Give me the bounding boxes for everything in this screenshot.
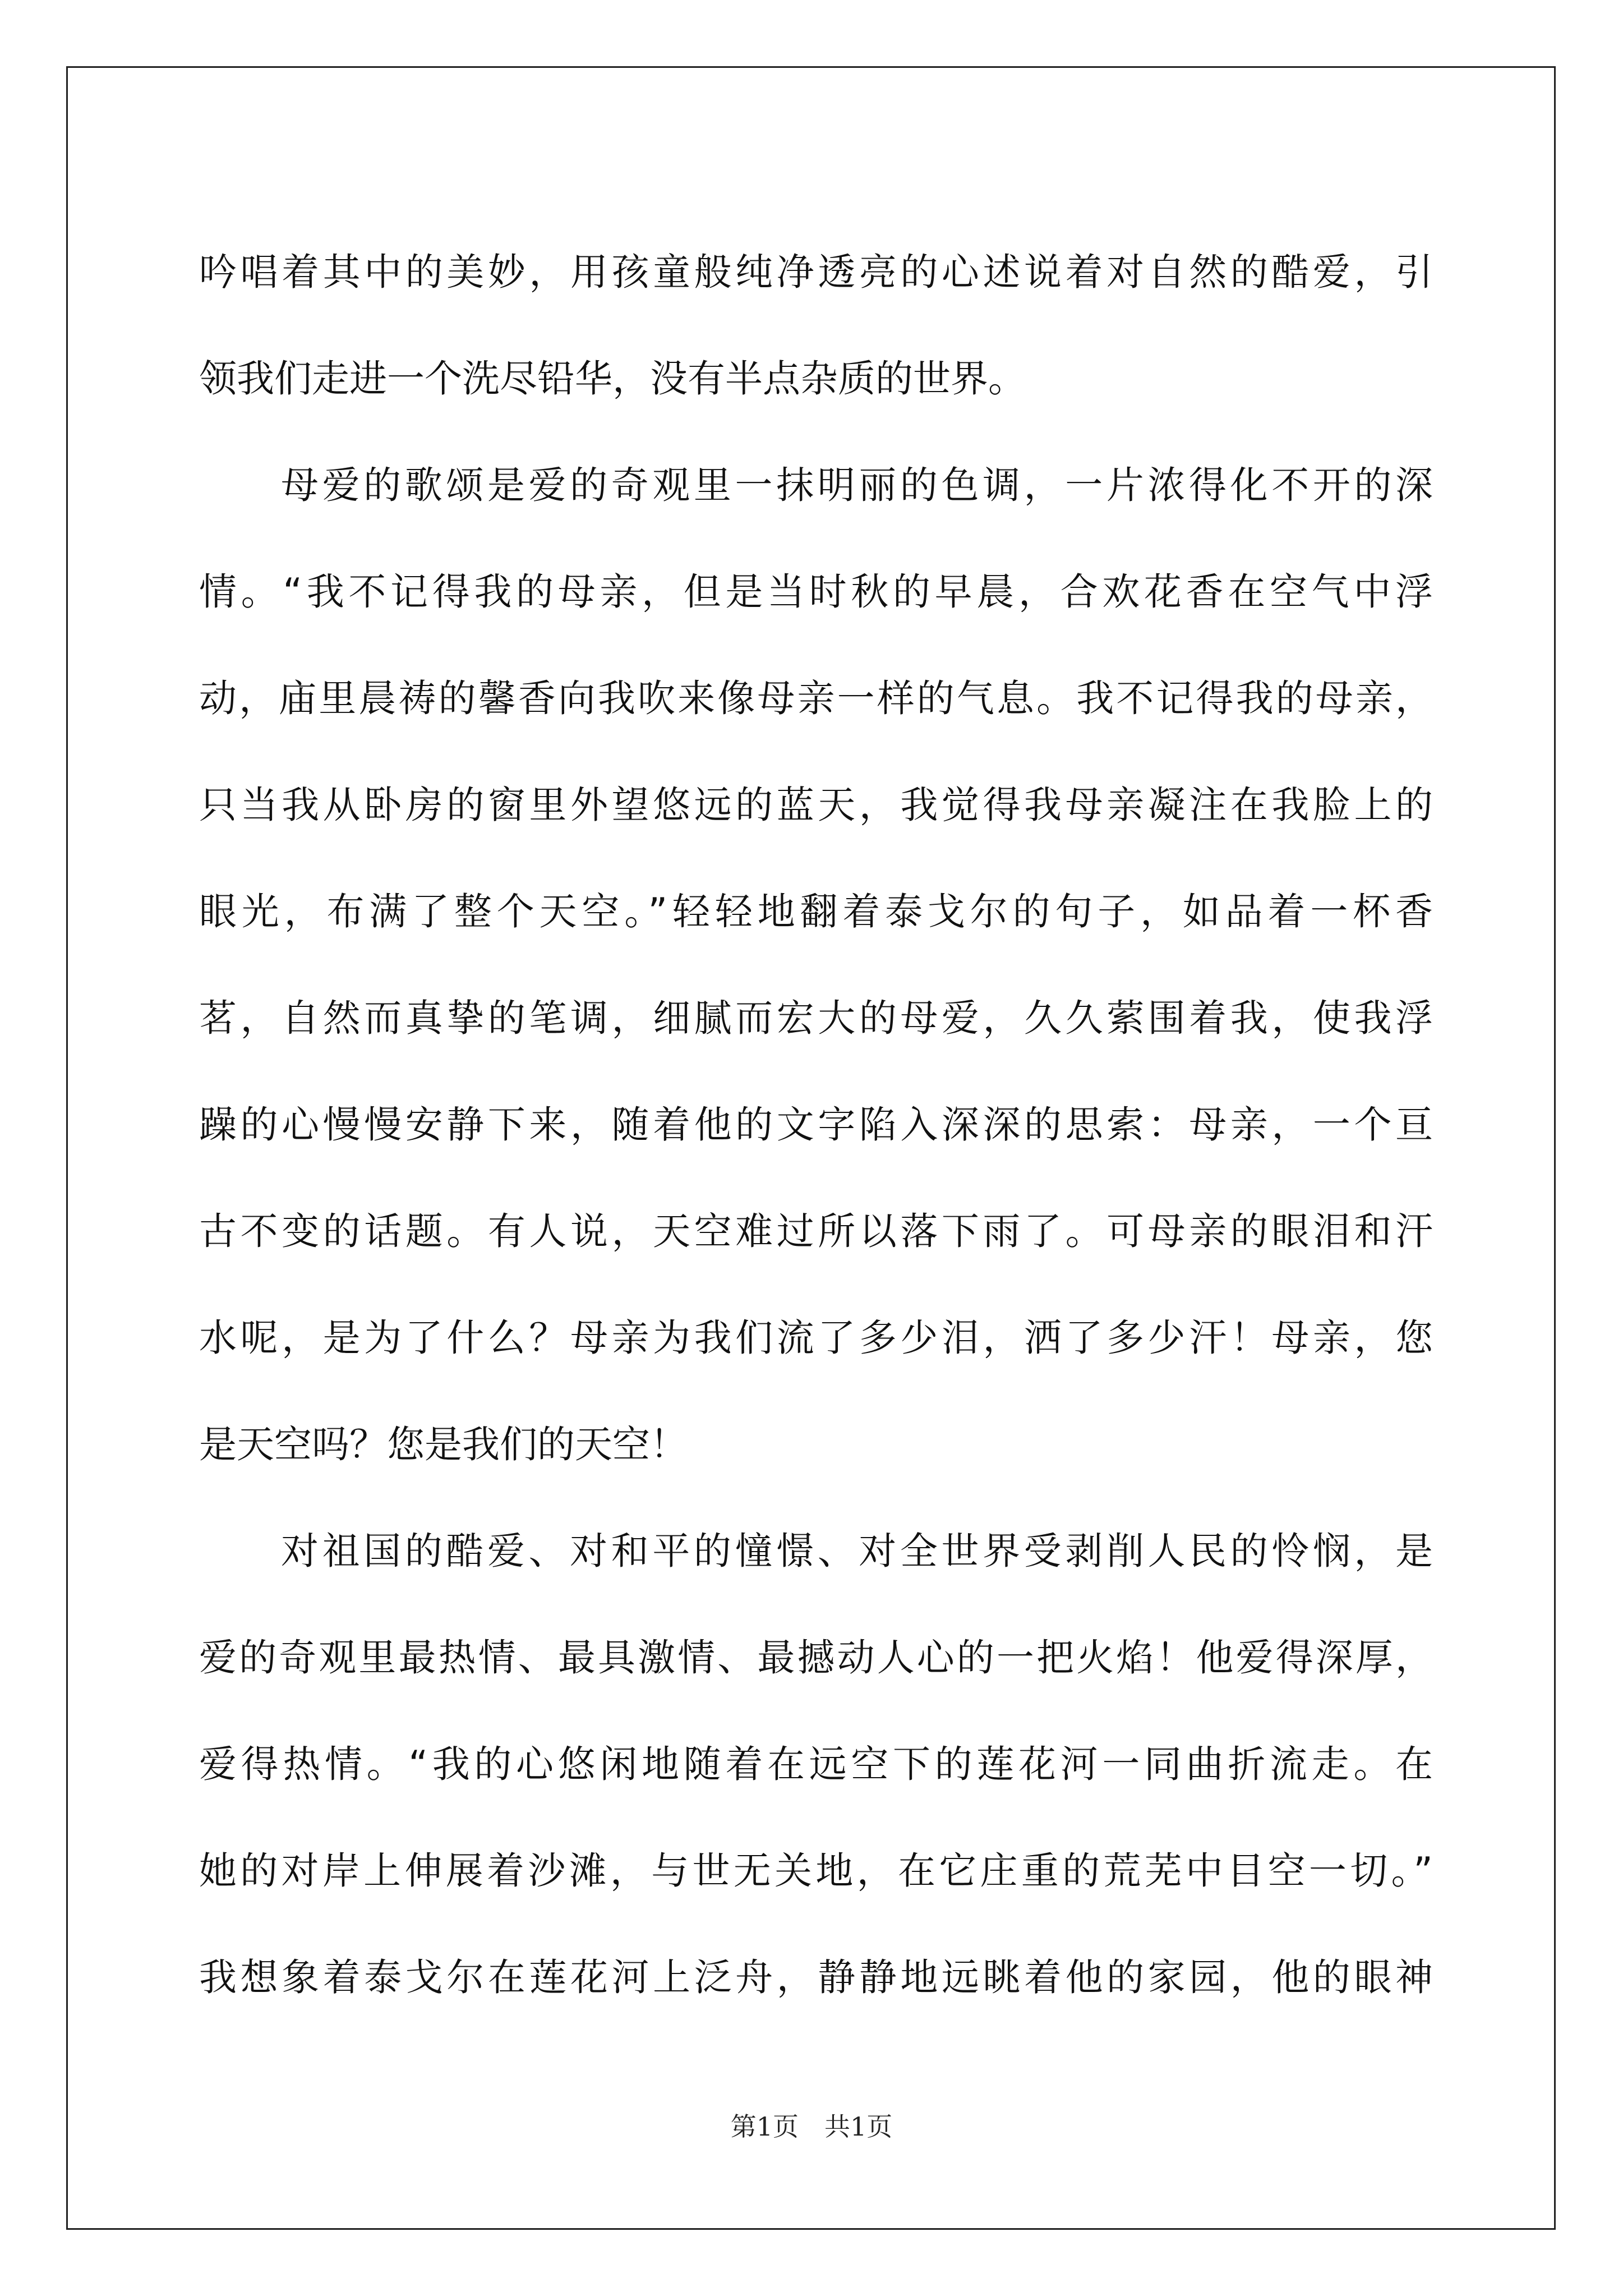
page-number-footer: 第1页 共1页 [730,2111,893,2142]
text-line-paragraph-start: 母爱的歌颂是爱的奇观里一抹明丽的色调，一片浓得化不开的深 [281,463,1433,507]
text-line: 水呢，是为了什么？母亲为我们流了多少泪，洒了多少汗！母亲，您 [199,1316,1433,1360]
document-body [199,219,1433,2031]
text-line: 情。“我不记得我的母亲，但是当时秋的早晨，合欢花香在空气中浮 [199,570,1433,614]
text-line: 古不变的话题。有人说，天空难过所以落下雨了。可母亲的眼泪和汗 [199,1209,1433,1253]
text-line-paragraph-start: 对祖国的酷爱、对和平的憧憬、对全世界受剥削人民的怜悯，是 [281,1529,1433,1573]
text-line: 躁的心慢慢安静下来，随着他的文字陷入深深的思索：母亲，一个亘 [199,1103,1433,1147]
text-line: 动，庙里晨祷的馨香向我吹来像母亲一样的气息。我不记得我的母亲， [199,677,1433,720]
text-line: 爱的奇观里最热情、最具激情、最撼动人心的一把火焰！他爱得深厚， [199,1636,1433,1680]
text-line: 领我们走进一个洗尽铅华，没有半点杂质的世界。 [199,357,1026,401]
text-line: 我想象着泰戈尔在莲花河上泛舟，静静地远眺着他的家园，他的眼神 [199,1955,1433,1999]
text-line: 眼光，布满了整个天空。”轻轻地翻着泰戈尔的句子，如品着一杯香 [199,890,1433,933]
text-line: 她的对岸上伸展着沙滩，与世无关地，在它庄重的荒芜中目空一切。” [199,1849,1433,1893]
text-line: 是天空吗？您是我们的天空！ [199,1423,688,1466]
text-line: 茗，自然而真挚的笔调，细腻而宏大的母爱，久久萦围着我，使我浮 [199,996,1433,1040]
text-line: 只当我从卧房的窗里外望悠远的蓝天，我觉得我母亲凝注在我脸上的 [199,783,1433,827]
text-line: 爱得热情。“我的心悠闲地随着在远空下的莲花河一同曲折流走。在 [199,1742,1433,1786]
text-line: 吟唱着其中的美妙，用孩童般纯净透亮的心述说着对自然的酷爱，引 [199,250,1433,294]
